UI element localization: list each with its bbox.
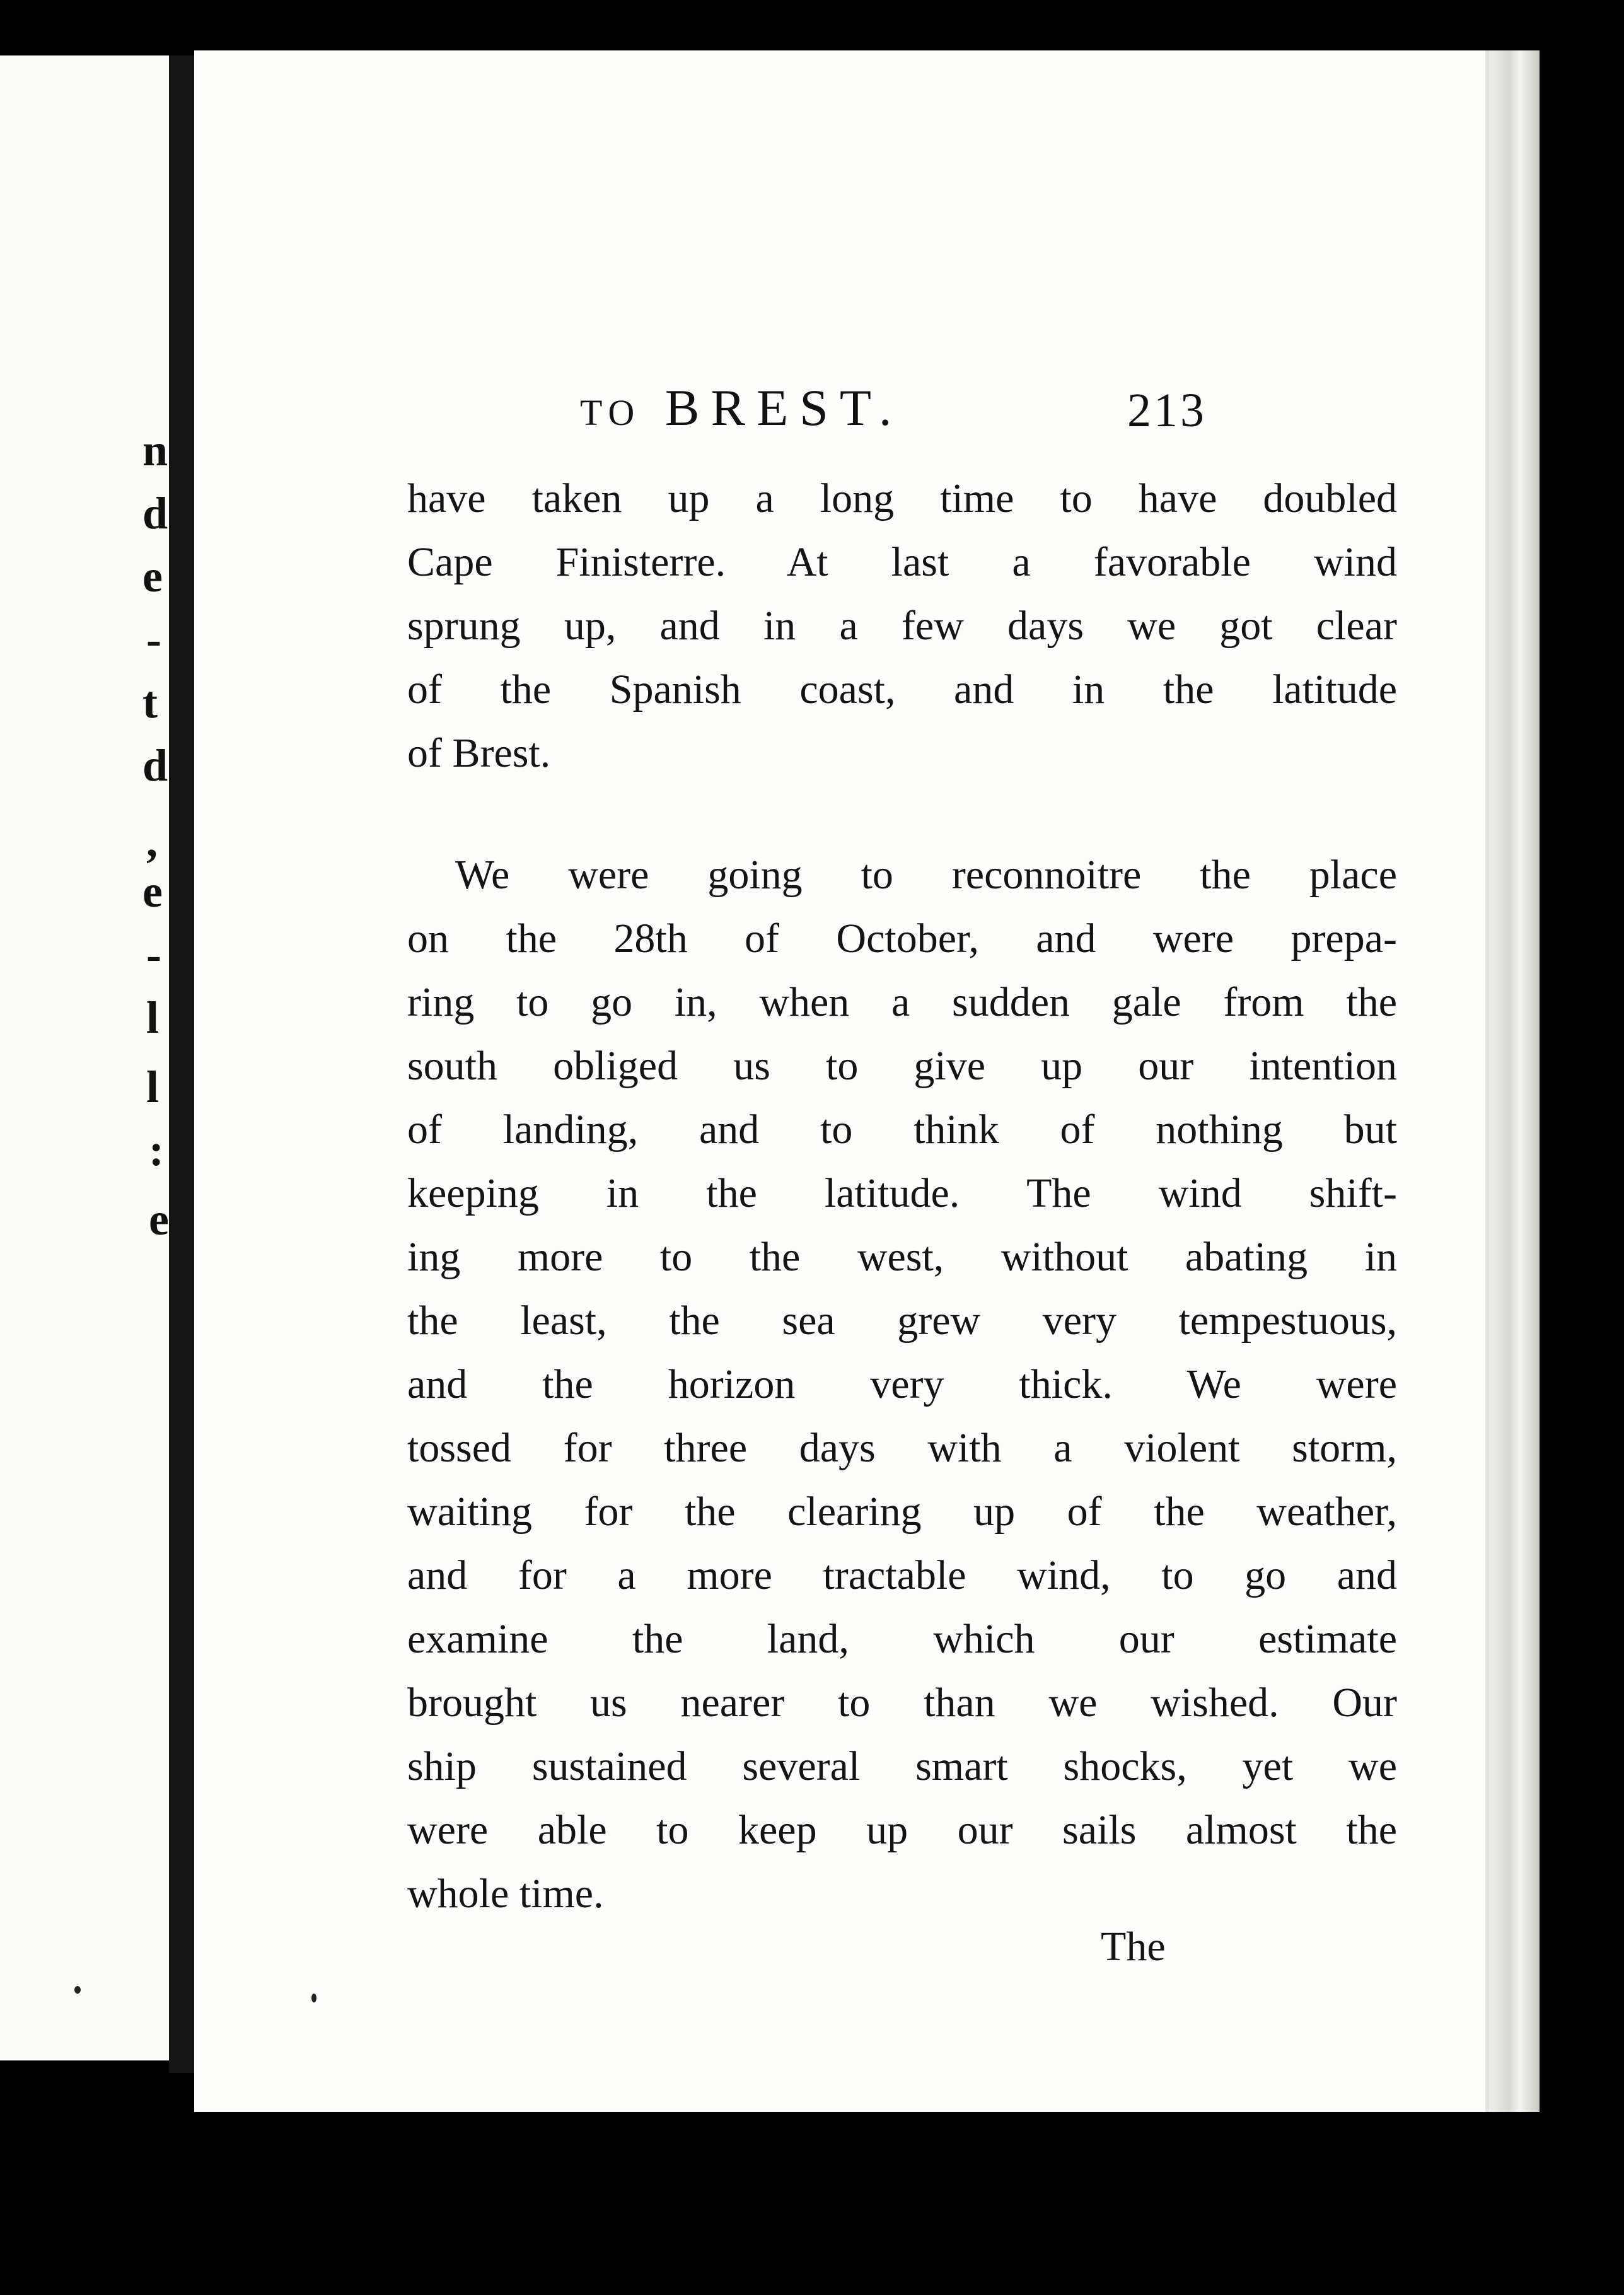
page-number: 213 bbox=[1127, 384, 1207, 437]
book-gutter bbox=[169, 55, 194, 2073]
edge-glyph: d bbox=[142, 740, 168, 791]
paragraph-gap bbox=[407, 785, 1397, 843]
edge-glyph: : bbox=[149, 1125, 164, 1175]
text-line: have taken up a long time to have doubled bbox=[407, 475, 1397, 521]
edge-glyph: l bbox=[146, 992, 160, 1043]
facing-page-left bbox=[0, 55, 170, 2060]
text-line: of Brest. bbox=[407, 730, 551, 776]
edge-glyph: , bbox=[146, 816, 158, 866]
text-line: tossed for three days with a violent storm, bbox=[407, 1425, 1397, 1471]
paragraph bbox=[407, 843, 1397, 1926]
facing-page-edge-letters bbox=[0, 55, 169, 2060]
ink-speck bbox=[74, 1986, 81, 1994]
text-line: brought us nearer to than we wished. Our bbox=[407, 1680, 1397, 1726]
text-line: ship sustained several smart shocks, yet we bbox=[407, 1743, 1397, 1789]
text-line: of the Spanish coast, and in the latitude bbox=[407, 666, 1397, 712]
text-line: and the horizon very thick. We were bbox=[407, 1361, 1397, 1407]
running-title-prefix: TO bbox=[580, 392, 641, 433]
running-title-text: BREST. bbox=[664, 379, 903, 436]
text-line: sprung up, and in a few days we got clear bbox=[407, 603, 1397, 649]
text-line: the least, the sea grew very tempestuous, bbox=[407, 1298, 1397, 1344]
text-line: ing more to the west, without abating in bbox=[407, 1234, 1397, 1280]
text-line: on the 28th of October, and were prepa- bbox=[407, 915, 1397, 962]
edge-glyph: d bbox=[142, 488, 168, 538]
edge-glyph: e bbox=[142, 551, 163, 601]
catchword: The bbox=[1101, 1924, 1166, 1970]
text-line: and for a more tractable wind, to go and bbox=[407, 1552, 1397, 1598]
edge-glyph: e bbox=[142, 866, 163, 917]
text-line: examine the land, which our estimate bbox=[407, 1616, 1397, 1662]
text-line: We were going to reconnoitre the place bbox=[455, 852, 1397, 898]
body-text bbox=[407, 467, 1397, 1926]
text-line: south obliged us to give up our intention bbox=[407, 1043, 1397, 1089]
book-page bbox=[194, 50, 1489, 2112]
edge-glyph: n bbox=[142, 425, 168, 475]
edge-glyph: e bbox=[149, 1194, 169, 1245]
text-line: keeping in the latitude. The wind shift- bbox=[407, 1170, 1397, 1216]
edge-glyph: - bbox=[146, 929, 161, 980]
text-line: waiting for the clearing up of the weather, bbox=[407, 1489, 1397, 1535]
text-line: of landing, and to think of nothing but bbox=[407, 1107, 1397, 1153]
edge-glyph: t bbox=[142, 677, 158, 728]
text-line: Cape Finisterre. At last a favorable wind bbox=[407, 539, 1397, 585]
running-head bbox=[194, 366, 1489, 441]
running-title bbox=[580, 378, 903, 438]
edge-glyph: - bbox=[146, 614, 161, 665]
paragraph bbox=[407, 467, 1397, 785]
ink-speck bbox=[311, 1994, 316, 2002]
text-line: whole time. bbox=[407, 1871, 604, 1917]
page-fore-edge bbox=[1489, 50, 1540, 2112]
edge-glyph: l bbox=[146, 1062, 160, 1112]
text-line: ring to go in, when a sudden gale from the bbox=[407, 979, 1397, 1025]
text-line: were able to keep up our sails almost the bbox=[407, 1807, 1397, 1853]
